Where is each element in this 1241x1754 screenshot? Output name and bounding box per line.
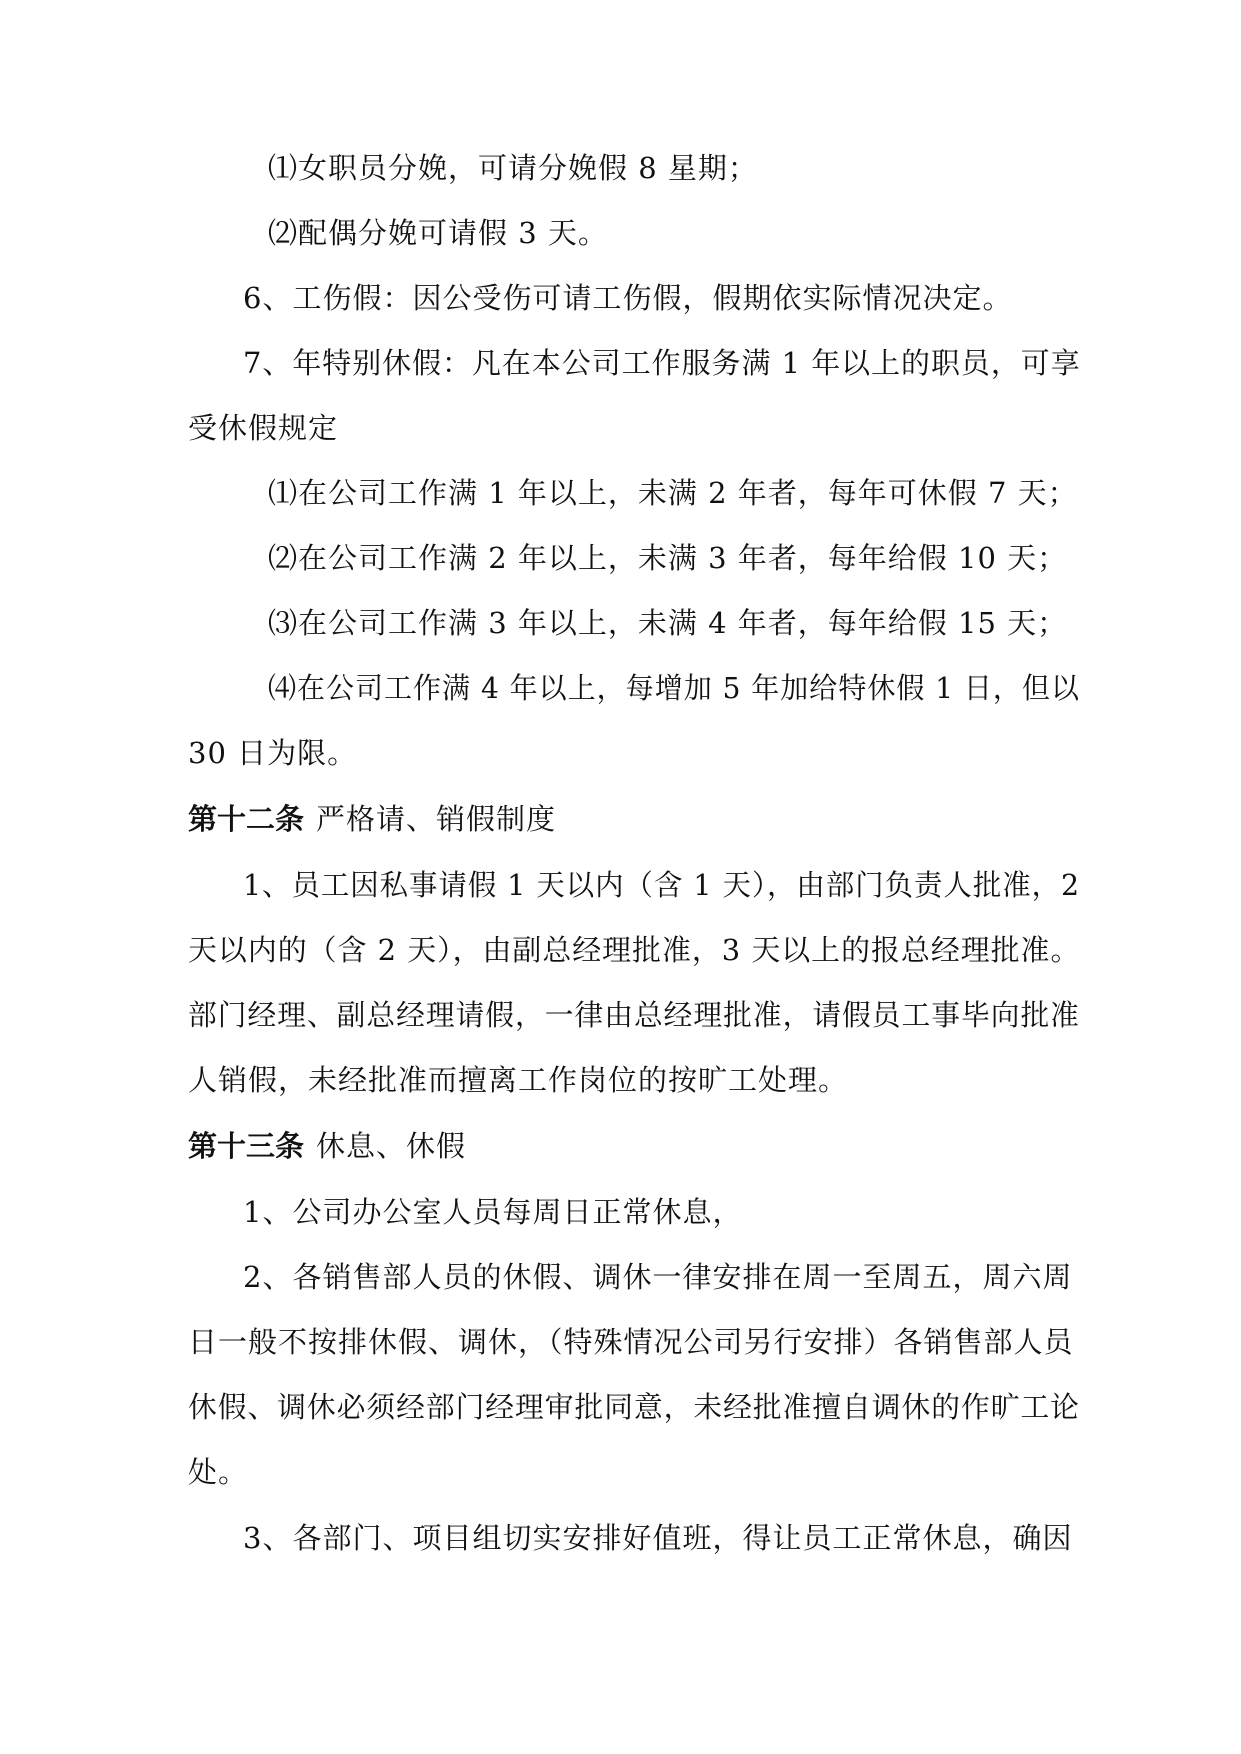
article-number: 第十二条	[188, 802, 305, 836]
text-line: 处。	[188, 1455, 249, 1489]
text-line: ⑴在公司工作满 1 年以上，未满 2 年者，每年可休假 7 天；	[268, 476, 1078, 510]
article-heading	[188, 1129, 466, 1163]
text-line: 受休假规定	[188, 411, 339, 445]
text-line: ⑵配偶分娩可请假 3 天。	[268, 216, 608, 250]
text-line: ⑴女职员分娩，可请分娩假 8 星期；	[268, 151, 758, 185]
text-line: 30 日为限。	[188, 736, 358, 770]
text-line: 天以内的（含 2 天），由副总经理批准，3 天以上的报总经理批准。	[188, 933, 1081, 967]
article-number: 第十三条	[188, 1129, 305, 1163]
text-line: 1、公司办公室人员每周日正常休息，	[243, 1195, 743, 1229]
text-line: 3、各部门、项目组切实安排好值班，得让员工正常休息，确因	[243, 1521, 1073, 1555]
text-line: ⑶在公司工作满 3 年以上，未满 4 年者，每年给假 15 天；	[268, 606, 1068, 640]
text-line: 人销假，未经批准而擅离工作岗位的按旷工处理。	[188, 1063, 849, 1097]
text-line: 7、年特别休假：凡在本公司工作服务满 1 年以上的职员，可享	[243, 346, 1081, 380]
text-line: 休假、调休必须经部门经理审批同意，未经批准擅自调休的作旷工论	[188, 1390, 1080, 1424]
text-line: 部门经理、副总经理请假，一律由总经理批准，请假员工事毕向批准	[188, 998, 1080, 1032]
text-line: ⑵在公司工作满 2 年以上，未满 3 年者，每年给假 10 天；	[268, 541, 1068, 575]
article-title: 休息、休假	[316, 1129, 467, 1163]
text-line: 日一般不按排休假、调休，（特殊情况公司另行安排）各销售部人员	[188, 1325, 1074, 1359]
text-line: 1、员工因私事请假 1 天以内（含 1 天），由部门负责人批准，2	[243, 868, 1081, 902]
text-line: ⑷在公司工作满 4 年以上，每增加 5 年加给特休假 1 日，但以	[268, 671, 1080, 705]
text-line: 2、各销售部人员的休假、调休一律安排在周一至周五，周六周	[243, 1260, 1073, 1294]
article-heading	[188, 802, 556, 836]
text-line: 6、工伤假：因公受伤可请工伤假，假期依实际情况决定。	[243, 281, 1013, 315]
article-title: 严格请、销假制度	[316, 802, 557, 836]
